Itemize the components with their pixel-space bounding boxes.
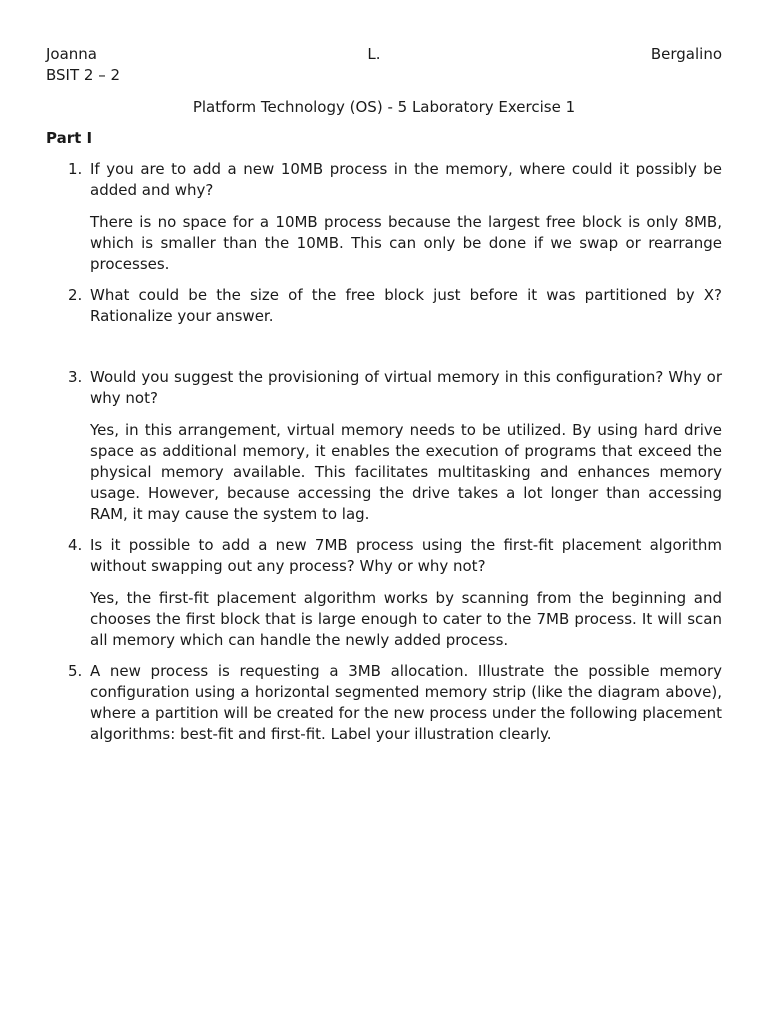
question-number: 1. [68, 160, 83, 178]
question-item-5 [46, 661, 722, 745]
answer-text: Yes, the first-fit placement algorithm works by scanning from the beginning and chooses the first block that is large enough to cater to the 7MB process. It will scan all memory which can handle the newly added process. [90, 589, 722, 649]
document-title: Platform Technology (OS) - 5 Laboratory Exercise 1 [192, 98, 576, 116]
answer-text: There is no space for a 10MB process because the largest free block is only 8MB, which is smaller than the 10MB. This can only be done if we swap or rearrange processes. [90, 213, 722, 273]
answer-text: Yes, in this arrangement, virtual memory needs to be utilized. By using hard drive space as additional memory, it enables the execution of programs that exceed the physical memory available. This facilitates multitasking and enhances memory usage. However, because accessing the drive takes a lot longer than accessing RAM, it may cause the system to lag. [90, 421, 722, 523]
last-name: Bergalino [650, 45, 722, 63]
question-body [90, 159, 722, 275]
question-number: 3. [68, 368, 83, 386]
question-text: If you are to add a new 10MB process in the memory, where could it possibly be added and why? [90, 160, 722, 199]
question-body [90, 367, 722, 525]
blank-answer-space [90, 327, 722, 357]
question-text: A new process is requesting a 3MB allocation. Illustrate the possible memory configuration using a horizontal segmented memory strip (like the diagram above), where a partition will be created for the new process under the following placement algorithms: best-fit and first-fit. Label your illustration clearly. [90, 662, 722, 743]
question-list [46, 159, 722, 745]
question-body [90, 285, 722, 357]
student-name-line [46, 44, 722, 65]
question-number: 4. [68, 536, 83, 554]
student-section: BSIT 2 – 2 [46, 66, 121, 84]
question-text: Is it possible to add a new 7MB process using the first-fit placement algorithm without swapping out any process? Why or why not? [90, 536, 722, 575]
question-body [90, 661, 722, 745]
question-item-3 [46, 367, 722, 525]
middle-initial: L. [367, 45, 381, 63]
question-item-4 [46, 535, 722, 651]
question-number: 2. [68, 286, 83, 304]
part-heading: Part I [46, 129, 93, 147]
question-number: 5. [68, 662, 83, 680]
question-text: What could be the size of the free block just before it was partitioned by X? Rationalize your answer. [90, 286, 722, 325]
question-item-2 [46, 285, 722, 357]
first-name: Joanna [46, 45, 97, 63]
question-text: Would you suggest the provisioning of virtual memory in this configuration? Why or why not? [90, 368, 722, 407]
question-body [90, 535, 722, 651]
question-item-1 [46, 159, 722, 275]
